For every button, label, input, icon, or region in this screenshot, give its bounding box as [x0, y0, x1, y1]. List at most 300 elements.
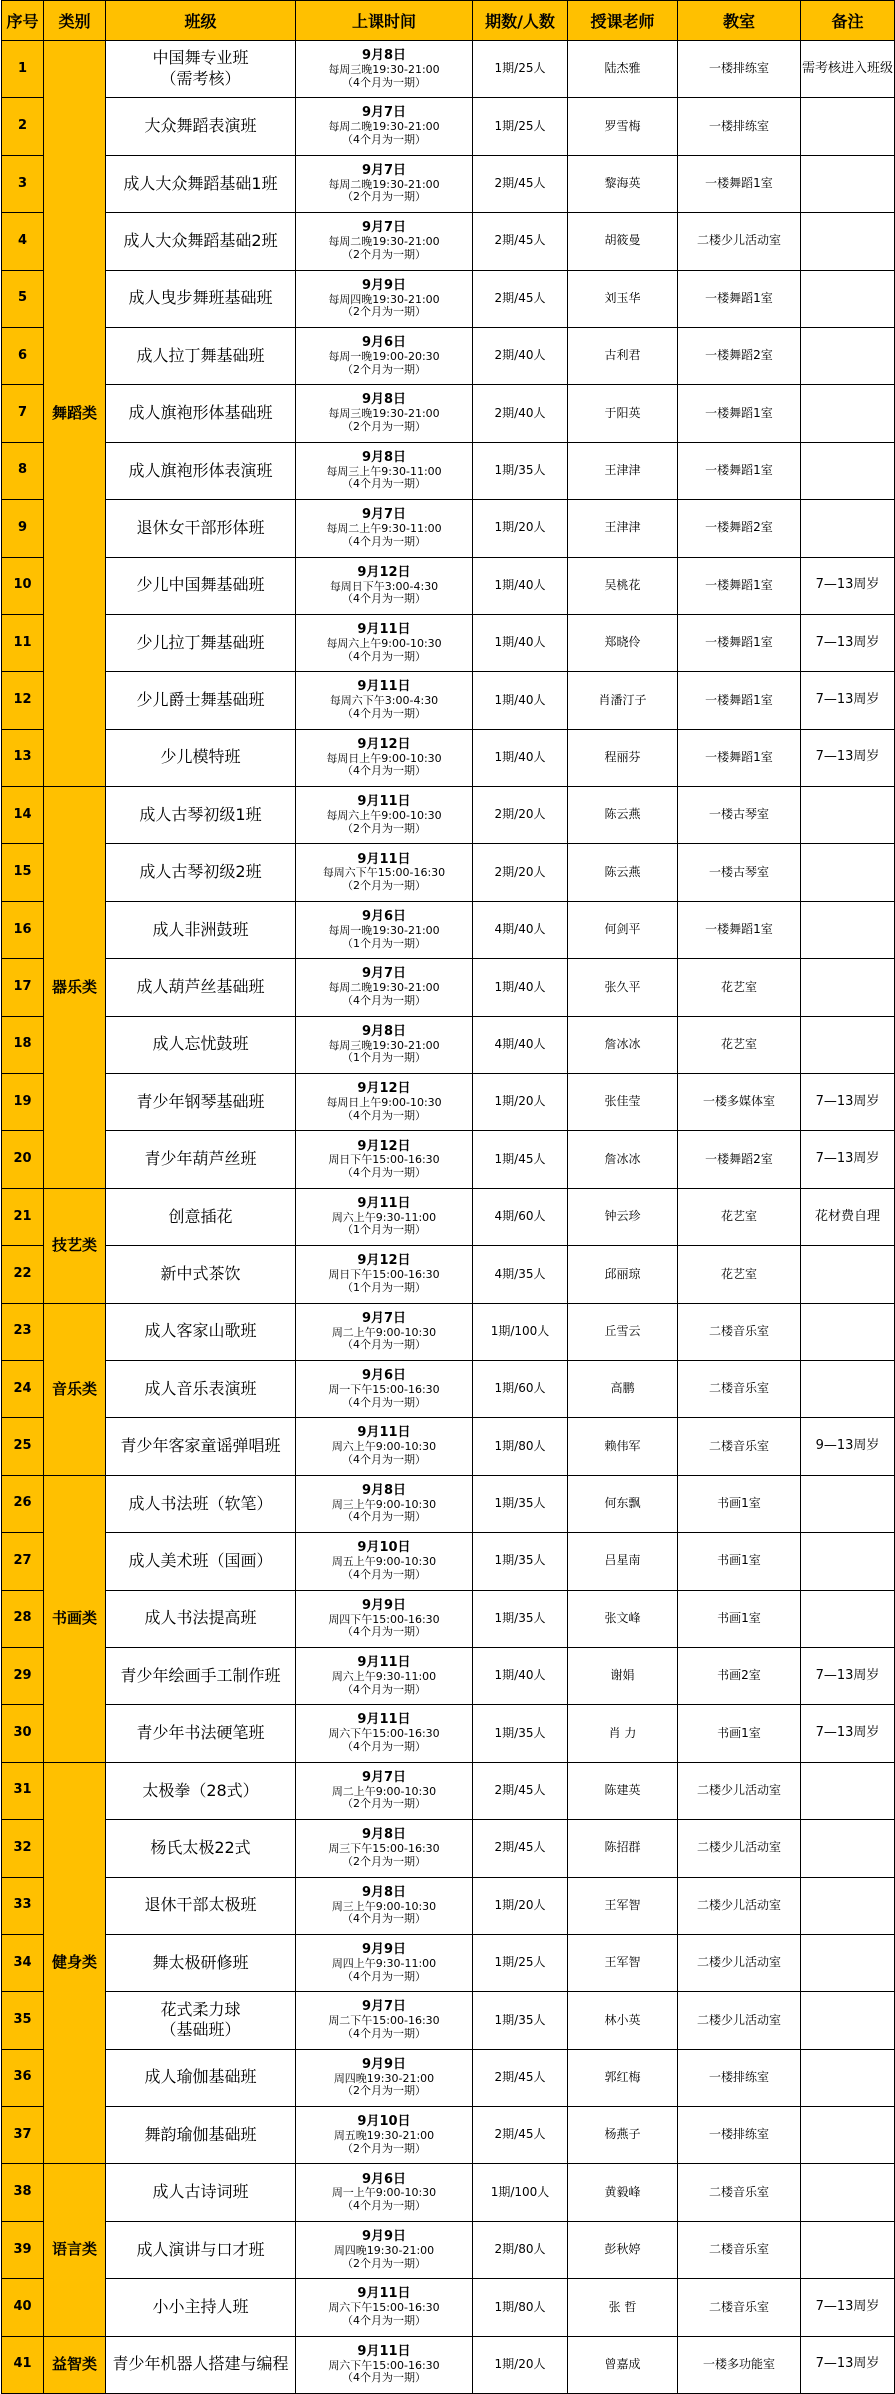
- classroom: 一楼舞蹈2室: [678, 1131, 801, 1188]
- note: [801, 2164, 895, 2221]
- weekly-time: 周六上午9:00-10:30: [331, 1440, 437, 1454]
- start-date: 9月11日: [357, 1425, 411, 1441]
- table-row: [2, 1246, 895, 1303]
- weekly-time: 每周三晚19:30-21:00: [328, 407, 440, 421]
- class-name: [106, 1820, 296, 1877]
- term-length: （2个月为一期）: [342, 1797, 426, 1811]
- weekly-time: 每周日上午9:00-10:30: [326, 751, 442, 765]
- term-count: 1期/40人: [473, 672, 568, 729]
- table-row: [2, 1303, 895, 1360]
- row-number: 2: [2, 98, 44, 155]
- start-date: 9月11日: [357, 2343, 411, 2359]
- row-number: 13: [2, 729, 44, 786]
- note: [801, 2107, 895, 2164]
- start-date: 9月8日: [361, 48, 407, 64]
- note: [801, 1590, 895, 1647]
- schedule-time: [296, 270, 473, 327]
- schedule-time: [296, 500, 473, 557]
- term-count: 2期/45人: [473, 1820, 568, 1877]
- row-number: 30: [2, 1705, 44, 1762]
- class-name-line: 青少年葫芦丝班: [144, 1149, 257, 1169]
- class-name-line: 成人大众舞蹈基础1班: [123, 173, 278, 193]
- table-row: [2, 1131, 895, 1188]
- teacher-name: 黄毅峰: [568, 2164, 678, 2221]
- row-number: 1: [2, 41, 44, 98]
- category-cell: 书画类: [44, 1475, 106, 1762]
- schedule-time: [296, 98, 473, 155]
- table-body: [2, 41, 895, 2394]
- note: 7—13周岁: [801, 614, 895, 671]
- schedule-time: [296, 1016, 473, 1073]
- table-row: [2, 1016, 895, 1073]
- row-number: 18: [2, 1016, 44, 1073]
- note: [801, 442, 895, 499]
- class-name-line: 成人美术班（国画）: [128, 1550, 273, 1570]
- class-name: [106, 1418, 296, 1475]
- note: [801, 1992, 895, 2049]
- weekly-time: 周三下午15:00-16:30: [328, 1842, 440, 1856]
- classroom: 花艺室: [678, 1188, 801, 1245]
- term-length: （2个月为一期）: [342, 2256, 426, 2270]
- teacher-name: 陈招群: [568, 1820, 678, 1877]
- term-length: （4个月为一期）: [342, 133, 426, 147]
- teacher-name: 钟云珍: [568, 1188, 678, 1245]
- class-name: [106, 787, 296, 844]
- class-name: [106, 729, 296, 786]
- weekly-time: 周四上午9:30-11:00: [331, 1956, 437, 1970]
- table-row: [2, 1762, 895, 1819]
- teacher-name: 罗雪梅: [568, 98, 678, 155]
- classroom: 一楼舞蹈1室: [678, 270, 801, 327]
- schedule-time: [296, 1074, 473, 1131]
- class-name-line: 成人旗袍形体表演班: [128, 460, 273, 480]
- class-name: [106, 2107, 296, 2164]
- class-name-line: 创意插花: [168, 1206, 233, 1226]
- note: [801, 1762, 895, 1819]
- term-length: （4个月为一期）: [342, 993, 426, 1007]
- weekly-time: 每周六下午15:00-16:30: [322, 866, 446, 880]
- note: 7—13周岁: [801, 1647, 895, 1704]
- term-length: （4个月为一期）: [342, 1682, 426, 1696]
- start-date: 9月12日: [357, 1253, 411, 1269]
- row-number: 31: [2, 1762, 44, 1819]
- term-count: 1期/20人: [473, 1877, 568, 1934]
- table-row: [2, 385, 895, 442]
- row-number: 15: [2, 844, 44, 901]
- term-count: 1期/40人: [473, 557, 568, 614]
- term-length: （4个月为一期）: [342, 1166, 426, 1180]
- row-number: 22: [2, 1246, 44, 1303]
- row-number: 17: [2, 959, 44, 1016]
- table-row: [2, 672, 895, 729]
- class-name-line: 成人书法提高班: [144, 1608, 257, 1628]
- note: [801, 901, 895, 958]
- start-date: 9月8日: [361, 392, 407, 408]
- table-row: [2, 729, 895, 786]
- weekly-time: 每周日下午3:00-4:30: [329, 579, 439, 593]
- table-row: [2, 270, 895, 327]
- class-name-line: 少儿爵士舞基础班: [136, 690, 265, 710]
- term-length: （4个月为一期）: [342, 1567, 426, 1581]
- class-name: [106, 672, 296, 729]
- row-number: 41: [2, 2336, 44, 2393]
- schedule-time: [296, 213, 473, 270]
- note: 7—13周岁: [801, 1705, 895, 1762]
- weekly-time: 每周一晚19:00-20:30: [328, 349, 440, 363]
- teacher-name: 彭秋婷: [568, 2221, 678, 2278]
- weekly-time: 周六下午15:00-16:30: [328, 2358, 440, 2372]
- teacher-name: 吴桃花: [568, 557, 678, 614]
- table-row: [2, 2107, 895, 2164]
- start-date: 9月11日: [357, 2286, 411, 2302]
- start-date: 9月9日: [361, 1597, 407, 1613]
- term-length: （4个月为一期）: [342, 592, 426, 606]
- start-date: 9月11日: [357, 621, 411, 637]
- note: 7—13周岁: [801, 557, 895, 614]
- table-row: [2, 1590, 895, 1647]
- term-count: 2期/40人: [473, 327, 568, 384]
- term-length: （4个月为一期）: [342, 1969, 426, 1983]
- teacher-name: 于阳英: [568, 385, 678, 442]
- term-count: 1期/35人: [473, 442, 568, 499]
- weekly-time: 每周二晚19:30-21:00: [328, 235, 440, 249]
- weekly-time: 每周二上午9:30-11:00: [326, 522, 442, 536]
- note: 7—13周岁: [801, 2279, 895, 2336]
- row-number: 23: [2, 1303, 44, 1360]
- teacher-name: 张 哲: [568, 2279, 678, 2336]
- weekly-time: 周五上午9:00-10:30: [331, 1555, 437, 1569]
- term-count: 1期/45人: [473, 1131, 568, 1188]
- class-name: [106, 1016, 296, 1073]
- schedule-time: [296, 1188, 473, 1245]
- term-count: 1期/60人: [473, 1360, 568, 1417]
- classroom: 二楼音乐室: [678, 2164, 801, 2221]
- class-name-line: 小小主持人班: [152, 2297, 249, 2317]
- class-name: [106, 442, 296, 499]
- class-name: [106, 500, 296, 557]
- weekly-time: 周二下午15:00-16:30: [328, 2014, 440, 2028]
- class-name: [106, 1131, 296, 1188]
- term-count: 2期/45人: [473, 2107, 568, 2164]
- term-count: 2期/45人: [473, 1762, 568, 1819]
- classroom: 一楼舞蹈1室: [678, 901, 801, 958]
- term-count: 1期/35人: [473, 1533, 568, 1590]
- class-name: [106, 844, 296, 901]
- term-length: （1个月为一期）: [342, 1223, 426, 1237]
- note: [801, 1303, 895, 1360]
- header-cell: 备注: [801, 1, 895, 41]
- row-number: 14: [2, 787, 44, 844]
- class-name: [106, 959, 296, 1016]
- note: 9—13周岁: [801, 1418, 895, 1475]
- teacher-name: 程丽芬: [568, 729, 678, 786]
- class-name: [106, 1188, 296, 1245]
- schedule-time: [296, 1934, 473, 1991]
- class-name: [106, 1992, 296, 2049]
- weekly-time: 周四晚19:30-21:00: [333, 2243, 435, 2257]
- term-length: （4个月为一期）: [342, 1395, 426, 1409]
- start-date: 9月7日: [361, 1310, 407, 1326]
- teacher-name: 詹冰冰: [568, 1131, 678, 1188]
- term-count: 2期/45人: [473, 213, 568, 270]
- class-name-line: 中国舞专业班: [152, 48, 249, 68]
- row-number: 11: [2, 614, 44, 671]
- row-number: 20: [2, 1131, 44, 1188]
- schedule-time: [296, 2336, 473, 2393]
- schedule-time: [296, 155, 473, 212]
- note: [801, 213, 895, 270]
- schedule-time: [296, 1303, 473, 1360]
- start-date: 9月7日: [361, 105, 407, 121]
- start-date: 9月9日: [361, 2056, 407, 2072]
- term-length: （2个月为一期）: [342, 362, 426, 376]
- table-row: [2, 787, 895, 844]
- term-count: 1期/35人: [473, 1590, 568, 1647]
- weekly-time: 周四晚19:30-21:00: [333, 2071, 435, 2085]
- table-row: [2, 1475, 895, 1532]
- term-length: （2个月为一期）: [342, 879, 426, 893]
- start-date: 9月6日: [361, 1368, 407, 1384]
- classroom: 一楼舞蹈1室: [678, 557, 801, 614]
- weekly-time: 周六下午15:00-16:30: [328, 2301, 440, 2315]
- weekly-time: 周一下午15:00-16:30: [328, 1383, 440, 1396]
- note: [801, 2049, 895, 2106]
- class-name-line: （需考核）: [160, 69, 241, 89]
- start-date: 9月11日: [357, 1712, 411, 1728]
- term-length: （4个月为一期）: [342, 706, 426, 720]
- teacher-name: 郭红梅: [568, 2049, 678, 2106]
- start-date: 9月7日: [361, 1999, 407, 2015]
- header-cell: 期数/人数: [473, 1, 568, 41]
- term-count: 1期/80人: [473, 2279, 568, 2336]
- category-cell: 益智类: [44, 2336, 106, 2393]
- teacher-name: 赖伟军: [568, 1418, 678, 1475]
- class-name-line: 青少年钢琴基础班: [136, 1091, 265, 1111]
- note: 7—13周岁: [801, 2336, 895, 2393]
- schedule-time: [296, 442, 473, 499]
- header-cell: 上课时间: [296, 1, 473, 41]
- schedule-time: [296, 959, 473, 1016]
- schedule-time: [296, 1762, 473, 1819]
- class-name-line: 太极拳（28式）: [142, 1780, 259, 1800]
- row-number: 24: [2, 1360, 44, 1417]
- class-name-line: 青少年书法硬笔班: [136, 1723, 265, 1743]
- schedule-time: [296, 1418, 473, 1475]
- note: [801, 1475, 895, 1532]
- teacher-name: 陈建英: [568, 1762, 678, 1819]
- class-name: [106, 557, 296, 614]
- category-cell: 器乐类: [44, 787, 106, 1189]
- note: [801, 155, 895, 212]
- weekly-time: 每周二晚19:30-21:00: [328, 981, 440, 995]
- row-number: 34: [2, 1934, 44, 1991]
- classroom: 二楼少儿活动室: [678, 1934, 801, 1991]
- row-number: 35: [2, 1992, 44, 2049]
- schedule-time: [296, 729, 473, 786]
- teacher-name: 郑晓伶: [568, 614, 678, 671]
- class-name-line: 青少年客家童谣弹唱班: [120, 1436, 281, 1456]
- term-length: （2个月为一期）: [342, 2141, 426, 2155]
- weekly-time: 周三上午9:00-10:30: [331, 1899, 437, 1913]
- table-row: [2, 844, 895, 901]
- classroom: 花艺室: [678, 1016, 801, 1073]
- schedule-time: [296, 1590, 473, 1647]
- term-length: （4个月为一期）: [342, 1912, 426, 1926]
- class-name-line: 成人演讲与口才班: [136, 2239, 265, 2259]
- teacher-name: 陆杰雅: [568, 41, 678, 98]
- weekly-time: 每周二晚19:30-21:00: [328, 177, 440, 191]
- note: [801, 500, 895, 557]
- note: [801, 270, 895, 327]
- table-row: [2, 1360, 895, 1417]
- weekly-time: 周三上午9:00-10:30: [331, 1497, 437, 1511]
- start-date: 9月9日: [361, 277, 407, 293]
- class-name: [106, 1246, 296, 1303]
- table-row: [2, 1934, 895, 1991]
- class-name: [106, 2336, 296, 2393]
- teacher-name: 肖 力: [568, 1705, 678, 1762]
- schedule-time: [296, 614, 473, 671]
- table-row: [2, 1647, 895, 1704]
- term-length: （2个月为一期）: [342, 1854, 426, 1868]
- class-name: [106, 327, 296, 384]
- start-date: 9月6日: [361, 908, 407, 924]
- term-length: （4个月为一期）: [342, 2026, 426, 2040]
- schedule-time: [296, 1246, 473, 1303]
- teacher-name: 何剑平: [568, 901, 678, 958]
- schedule-time: [296, 1877, 473, 1934]
- class-name: [106, 1647, 296, 1704]
- class-name: [106, 385, 296, 442]
- teacher-name: 谢娟: [568, 1647, 678, 1704]
- schedule-time: [296, 2221, 473, 2278]
- classroom: 一楼多媒体室: [678, 1074, 801, 1131]
- classroom: 一楼舞蹈1室: [678, 442, 801, 499]
- weekly-time: 每周一晚19:30-21:00: [328, 923, 440, 937]
- classroom: 书画1室: [678, 1475, 801, 1532]
- start-date: 9月12日: [357, 736, 411, 752]
- teacher-name: 刘玉华: [568, 270, 678, 327]
- start-date: 9月9日: [361, 1941, 407, 1957]
- header-cell: 授课老师: [568, 1, 678, 41]
- schedule-time: [296, 1705, 473, 1762]
- row-number: 16: [2, 901, 44, 958]
- term-length: （1个月为一期）: [342, 1280, 426, 1294]
- class-name-line: 少儿模特班: [160, 747, 241, 767]
- classroom: 一楼舞蹈1室: [678, 614, 801, 671]
- classroom: 一楼古琴室: [678, 787, 801, 844]
- start-date: 9月11日: [357, 1195, 411, 1211]
- weekly-time: 每周四晚19:30-21:00: [328, 292, 440, 306]
- table-row: [2, 1188, 895, 1245]
- classroom: 一楼舞蹈1室: [678, 729, 801, 786]
- classroom: 二楼音乐室: [678, 1303, 801, 1360]
- teacher-name: 张久平: [568, 959, 678, 1016]
- class-name-line: 成人客家山歌班: [144, 1321, 257, 1341]
- teacher-name: 肖潘汀子: [568, 672, 678, 729]
- term-length: （2个月为一期）: [342, 420, 426, 433]
- schedule-time: [296, 385, 473, 442]
- term-length: （2个月为一期）: [342, 305, 426, 319]
- class-name-line: 成人旗袍形体基础班: [128, 403, 273, 423]
- table-row: [2, 500, 895, 557]
- class-name: [106, 1705, 296, 1762]
- class-name: [106, 2164, 296, 2221]
- class-name-line: 成人古诗词班: [152, 2182, 249, 2202]
- schedule-time: [296, 1647, 473, 1704]
- class-name-line: 成人拉丁舞基础班: [136, 345, 265, 365]
- start-date: 9月7日: [361, 220, 407, 236]
- note: [801, 1016, 895, 1073]
- term-count: 1期/25人: [473, 41, 568, 98]
- row-number: 19: [2, 1074, 44, 1131]
- note: [801, 98, 895, 155]
- classroom: 一楼排练室: [678, 98, 801, 155]
- term-length: （4个月为一期）: [342, 1739, 426, 1753]
- class-name: [106, 98, 296, 155]
- class-name: [106, 270, 296, 327]
- row-number: 25: [2, 1418, 44, 1475]
- teacher-name: 陈云燕: [568, 844, 678, 901]
- class-name: [106, 213, 296, 270]
- class-name-line: 舞韵瑜伽基础班: [144, 2124, 257, 2144]
- term-length: （4个月为一期）: [342, 2199, 426, 2213]
- classroom: 二楼少儿活动室: [678, 1877, 801, 1934]
- term-length: （4个月为一期）: [342, 477, 426, 491]
- table-row: [2, 2164, 895, 2221]
- class-name: [106, 41, 296, 98]
- note: 需考核进入班级: [801, 41, 895, 98]
- class-name: [106, 614, 296, 671]
- classroom: 花艺室: [678, 959, 801, 1016]
- weekly-time: 周六上午9:30-11:00: [331, 1210, 437, 1224]
- classroom: 二楼少儿活动室: [678, 213, 801, 270]
- class-name: [106, 2049, 296, 2106]
- weekly-time: 周二上午9:00-10:30: [331, 1325, 437, 1339]
- note: [801, 844, 895, 901]
- row-number: 9: [2, 500, 44, 557]
- classroom: 二楼少儿活动室: [678, 1762, 801, 1819]
- row-number: 26: [2, 1475, 44, 1532]
- term-count: 1期/40人: [473, 959, 568, 1016]
- start-date: 9月6日: [361, 335, 407, 351]
- teacher-name: 古利君: [568, 327, 678, 384]
- weekly-time: 周五晚19:30-21:00: [333, 2129, 435, 2143]
- classroom: 一楼排练室: [678, 2049, 801, 2106]
- term-count: 4期/35人: [473, 1246, 568, 1303]
- schedule-time: [296, 2164, 473, 2221]
- start-date: 9月12日: [357, 564, 411, 580]
- note: [801, 1934, 895, 1991]
- table-row: [2, 155, 895, 212]
- schedule-time: [296, 1131, 473, 1188]
- start-date: 9月12日: [357, 1081, 411, 1097]
- schedule-time: [296, 901, 473, 958]
- start-date: 9月11日: [357, 794, 411, 810]
- start-date: 9月8日: [361, 1482, 407, 1498]
- classroom: 二楼少儿活动室: [678, 1992, 801, 2049]
- start-date: 9月7日: [361, 162, 407, 178]
- row-number: 12: [2, 672, 44, 729]
- teacher-name: 高鹏: [568, 1360, 678, 1417]
- start-date: 9月8日: [361, 1884, 407, 1900]
- class-name: [106, 1303, 296, 1360]
- classroom: 书画1室: [678, 1590, 801, 1647]
- term-count: 4期/40人: [473, 1016, 568, 1073]
- note: [801, 1877, 895, 1934]
- row-number: 33: [2, 1877, 44, 1934]
- weekly-time: 每周六上午9:00-10:30: [326, 636, 442, 650]
